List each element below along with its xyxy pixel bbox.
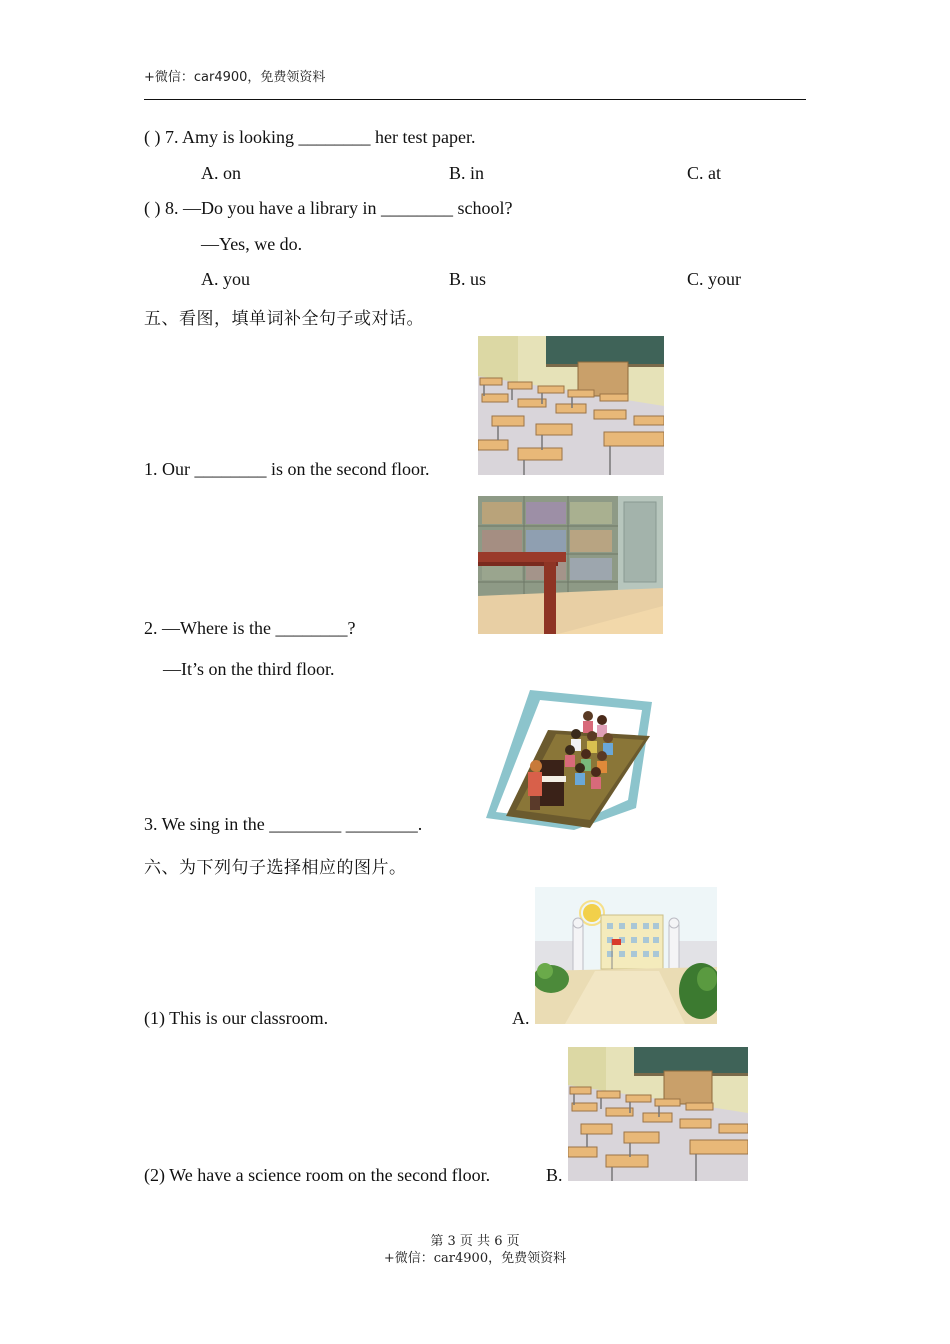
section-5-item-2: 2. —Where is the ________? bbox=[144, 618, 356, 638]
classroom-picture[interactable] bbox=[568, 1047, 748, 1181]
section-5-item-1: 1. Our ________ is on the second floor. bbox=[144, 459, 430, 479]
option-a-label[interactable]: A. bbox=[512, 1008, 530, 1028]
page-number: 第 3 页 共 6 页 bbox=[430, 1234, 520, 1249]
option-c[interactable]: C. at bbox=[687, 163, 721, 183]
classroom-picture bbox=[478, 336, 664, 475]
option-b[interactable]: B. in bbox=[449, 163, 485, 183]
option-a[interactable]: A. you bbox=[201, 269, 250, 289]
header-divider bbox=[144, 99, 806, 100]
section-5-item-3: 3. We sing in the ________ ________. bbox=[144, 814, 423, 834]
section-6-item-1: (1) This is our classroom. bbox=[144, 1008, 329, 1028]
section-5-item-2-reply: —It’s on the third floor. bbox=[163, 659, 335, 679]
footer-watermark: +微信：car4900，免费领资料 bbox=[383, 1251, 567, 1266]
library-picture bbox=[478, 496, 663, 634]
option-a[interactable]: A. on bbox=[201, 163, 241, 183]
question-stem: 7. Amy is looking ________ her test paper. bbox=[165, 127, 476, 147]
option-c[interactable]: C. your bbox=[687, 269, 741, 289]
section-6-title: 六、为下列句子选择相应的图片。 bbox=[144, 858, 407, 878]
question-8 bbox=[144, 197, 512, 219]
question-stem: 8. —Do you have a library in ________ school? bbox=[165, 198, 513, 218]
answer-bracket[interactable]: ( ) bbox=[144, 127, 161, 147]
school-gate-picture[interactable] bbox=[535, 887, 717, 1024]
music-room-picture bbox=[486, 690, 652, 832]
dialog-answer: —Yes, we do. bbox=[201, 234, 303, 254]
header-watermark: +微信：car4900，免费领资料 bbox=[144, 70, 326, 85]
section-5-title: 五、看图，填单词补全句子或对话。 bbox=[144, 309, 424, 329]
answer-bracket[interactable]: ( ) bbox=[144, 198, 161, 218]
option-b[interactable]: B. us bbox=[449, 269, 487, 289]
option-b-label[interactable]: B. bbox=[546, 1165, 563, 1185]
section-6-item-2: (2) We have a science room on the second floor. bbox=[144, 1165, 491, 1185]
question-7 bbox=[144, 126, 475, 148]
